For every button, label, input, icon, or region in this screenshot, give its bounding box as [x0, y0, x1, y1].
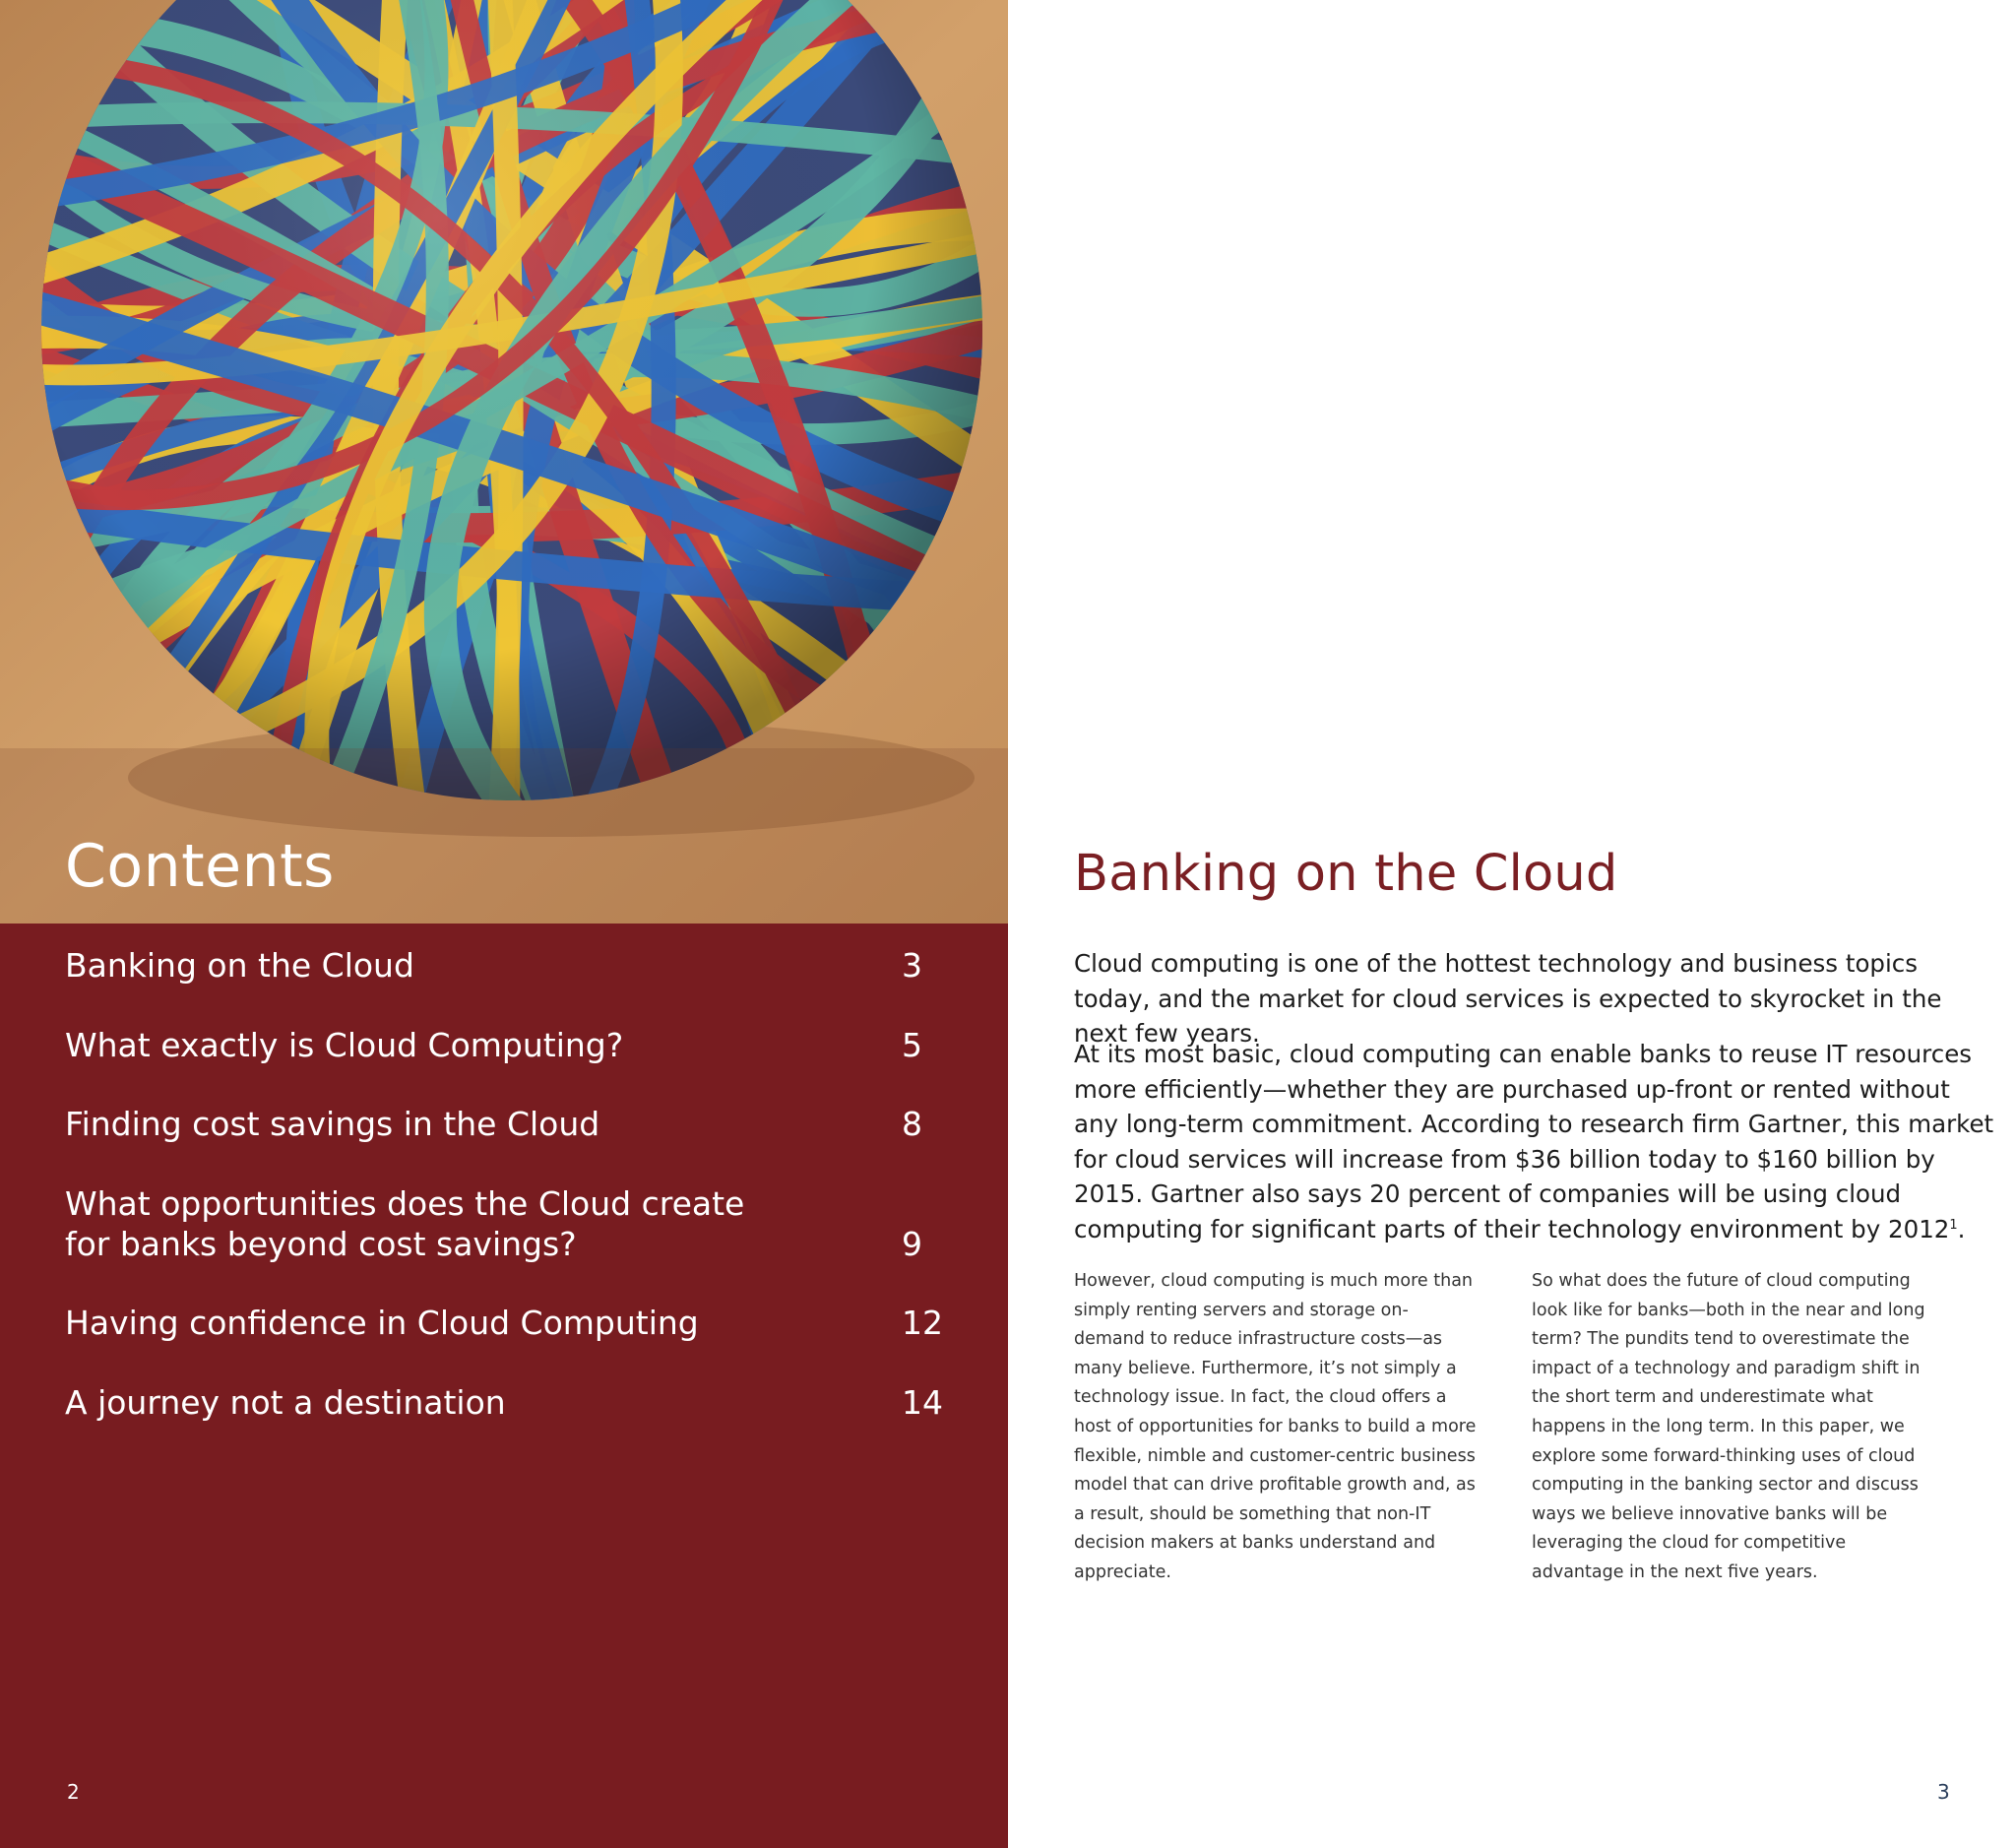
toc-item-page: 12 [902, 1304, 943, 1342]
toc-item-title-line: What opportunities does the Cloud create [65, 1184, 745, 1223]
footnote-marker[interactable]: 1 [1949, 1217, 1958, 1233]
toc-item-page: 5 [902, 1026, 922, 1064]
body-column-left: However, cloud computing is much more than simply renting servers and storage on-demand to reduce infrastructure costs—as many believe. Furthermore, it’s not simply a technology issue. In fact, the cloud offers a host of opportunities for banks to build a more flexible, nimble and customer-centric business model that can drive profitable growth and, as a result, should be something that non-IT decision makers at banks understand and appreciate. [1074, 1271, 1477, 1582]
toc-item-title: A journey not a destination [65, 1383, 506, 1422]
body-column-right: So what does the future of cloud computing look like for banks—both in the near and long term? The pundits tend to overestimate the impact of a technology and paradigm shift in the short term and underestimate what happens in the long term. In this paper, we explore some forward-thinking uses of cloud computing in the banking sector and discuss ways we believe innovative banks will be leveraging the cloud for competitive advantage in the next five years. [1532, 1271, 1925, 1582]
toc-item-page: 9 [902, 1225, 922, 1263]
contents-heading: Contents [65, 832, 335, 901]
page-number: 2 [67, 1780, 80, 1804]
toc-item-page: 14 [902, 1383, 943, 1422]
page-number: 3 [1937, 1780, 1950, 1804]
lead-paragraph-text: At its most basic, cloud computing can enable banks to reuse IT resources more efficiently—whether they are purchased up-front or rented without any long-term commitment. According to research firm Gartner, this market for cloud services will increase from $36 billion today to $160 billion by 2015. Gartner also says 20 percent of companies will be using cloud computing for significant parts of their technology environment by 2012 [1074, 1040, 1994, 1243]
toc-item-page: 3 [902, 946, 922, 985]
lead-paragraph: Cloud computing is one of the hottest technology and business topics today, and the market for cloud services is expected to skyrocket in the next few years. [1074, 949, 1942, 1048]
article-title: Banking on the Cloud [1074, 845, 1618, 903]
lead-paragraph [1074, 1037, 1994, 1246]
toc-item-title: Having confidence in Cloud Computing [65, 1304, 699, 1342]
table-of-contents [65, 0, 951, 1848]
toc-item-title: Finding cost savings in the Cloud [65, 1105, 600, 1143]
toc-item-title-line: for banks beyond cost savings? [65, 1225, 577, 1263]
toc-item-page: 8 [902, 1105, 922, 1143]
toc-item-title: Banking on the Cloud [65, 946, 414, 985]
right-page [1008, 0, 2016, 1848]
lead-paragraph-end: . [1957, 1214, 1966, 1243]
toc-item-title: What exactly is Cloud Computing? [65, 1026, 624, 1064]
